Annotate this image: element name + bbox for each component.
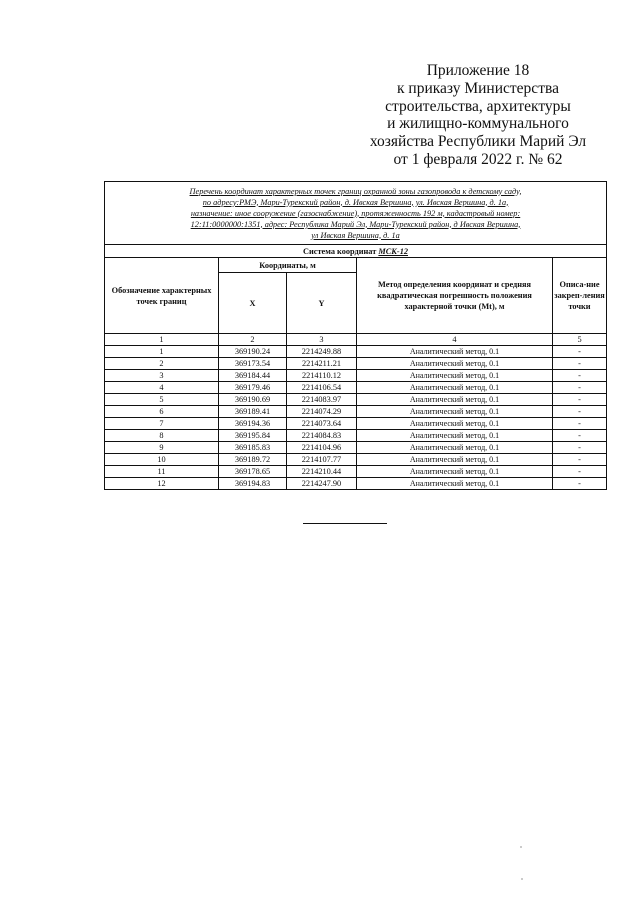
table-row [105,466,607,478]
table-heading-line: Перечень координат характерных точек границ охранной зоны газопровода к детскому саду, [189,186,522,196]
scan-speck [520,846,522,848]
table-row [105,454,607,466]
cell-method: Аналитический метод, 0.1 [357,418,553,430]
cell-n: 3 [105,370,219,382]
cell-n: 11 [105,466,219,478]
table-row [105,346,607,358]
table-heading-line: ул Ивская Вершина, д. 1а [311,230,400,240]
cell-y: 2214210.44 [287,466,357,478]
table-heading [105,182,607,245]
cell-desc: - [553,394,607,406]
cell-desc: - [553,442,607,454]
table-row [105,442,607,454]
cell-desc: - [553,478,607,490]
cell-method: Аналитический метод, 0.1 [357,454,553,466]
cell-x: 369178.65 [219,466,287,478]
cell-x: 369194.83 [219,478,287,490]
table-heading-line: по адресу:РМЭ, Мари-Турекский район, д. Ивская Вершина, ул. Ивская Вершина, д. 1а, [202,197,509,207]
coordinate-system-label: Система координат [303,246,377,256]
appendix-line: и жилищно-коммунального [387,115,569,133]
cell-y: 2214106.54 [287,382,357,394]
table-row [105,382,607,394]
table-row [105,370,607,382]
cell-desc: - [553,454,607,466]
appendix-line: Приложение 18 [426,62,530,79]
coordinates-table [104,181,607,490]
cell-y: 2214074.29 [287,406,357,418]
cell-desc: - [553,358,607,370]
col-y-header: Y [287,273,357,334]
signature-line [303,523,387,524]
cell-method: Аналитический метод, 0.1 [357,370,553,382]
appendix-line: к приказу Министерства [397,79,559,97]
cell-desc: - [553,346,607,358]
column-number: 4 [357,334,553,346]
cell-x: 369194.36 [219,418,287,430]
cell-method: Аналитический метод, 0.1 [357,346,553,358]
scan-speck [521,878,523,880]
cell-n: 1 [105,346,219,358]
cell-desc: - [553,370,607,382]
cell-n: 7 [105,418,219,430]
cell-n: 10 [105,454,219,466]
cell-x: 369190.69 [219,394,287,406]
cell-method: Аналитический метод, 0.1 [357,358,553,370]
appendix-line: от 1 февраля 2022 г. № 62 [393,150,563,168]
cell-method: Аналитический метод, 0.1 [357,466,553,478]
cell-n: 8 [105,430,219,442]
cell-x: 369189.72 [219,454,287,466]
cell-desc: - [553,430,607,442]
cell-n: 12 [105,478,219,490]
cell-n: 9 [105,442,219,454]
table-row [105,418,607,430]
table-row [105,406,607,418]
cell-y: 2214104.96 [287,442,357,454]
column-number: 5 [553,334,607,346]
cell-y: 2214073.64 [287,418,357,430]
cell-n: 4 [105,382,219,394]
appendix-line: хозяйства Республики Марий Эл [369,133,587,151]
column-number: 1 [105,334,219,346]
cell-method: Аналитический метод, 0.1 [357,406,553,418]
cell-y: 2214211.21 [287,358,357,370]
cell-y: 2214107.77 [287,454,357,466]
col-x-header: X [219,273,287,334]
cell-method: Аналитический метод, 0.1 [357,442,553,454]
table-heading-line: 12:11:0000000:1351, адрес: Республика Марий Эл, Мари-Турекский район, д Ивская Вершина, [190,219,521,229]
coordinate-system-value: МСК-12 [378,246,408,256]
table-row [105,430,607,442]
column-number: 3 [287,334,357,346]
cell-desc: - [553,382,607,394]
table-row [105,394,607,406]
cell-y: 2214247.90 [287,478,357,490]
col-designation-header: Обозначение характерных точек границ [105,258,219,334]
cell-method: Аналитический метод, 0.1 [357,430,553,442]
cell-n: 5 [105,394,219,406]
table-row [105,358,607,370]
cell-method: Аналитический метод, 0.1 [357,382,553,394]
table-body [105,346,607,490]
cell-x: 369179.46 [219,382,287,394]
cell-x: 369184.44 [219,370,287,382]
cell-x: 369185.83 [219,442,287,454]
cell-n: 6 [105,406,219,418]
cell-y: 2214249.88 [287,346,357,358]
cell-y: 2214083.97 [287,394,357,406]
cell-desc: - [553,406,607,418]
cell-y: 2214110.12 [287,370,357,382]
appendix-header [330,62,626,169]
table-heading-line: назначение: иное сооружение (газоснабжение), протяженность 192 м, кадастровый номер: [190,208,521,218]
cell-method: Аналитический метод, 0.1 [357,478,553,490]
cell-x: 369173.54 [219,358,287,370]
cell-x: 369190.24 [219,346,287,358]
column-number: 2 [219,334,287,346]
cell-n: 2 [105,358,219,370]
cell-method: Аналитический метод, 0.1 [357,394,553,406]
col-description-header: Описа-ние закреп-ления точки [553,258,607,334]
cell-x: 369195.84 [219,430,287,442]
col-coords-header: Координаты, м [219,258,357,273]
cell-desc: - [553,418,607,430]
cell-y: 2214084.83 [287,430,357,442]
coordinate-system-row [105,245,607,258]
col-method-header: Метод определения координат и средняя квадратическая погрешность положения характерной точки (Mt), м [357,258,553,334]
table-row [105,478,607,490]
appendix-line: строительства, архитектуры [385,97,571,115]
cell-desc: - [553,466,607,478]
cell-x: 369189.41 [219,406,287,418]
